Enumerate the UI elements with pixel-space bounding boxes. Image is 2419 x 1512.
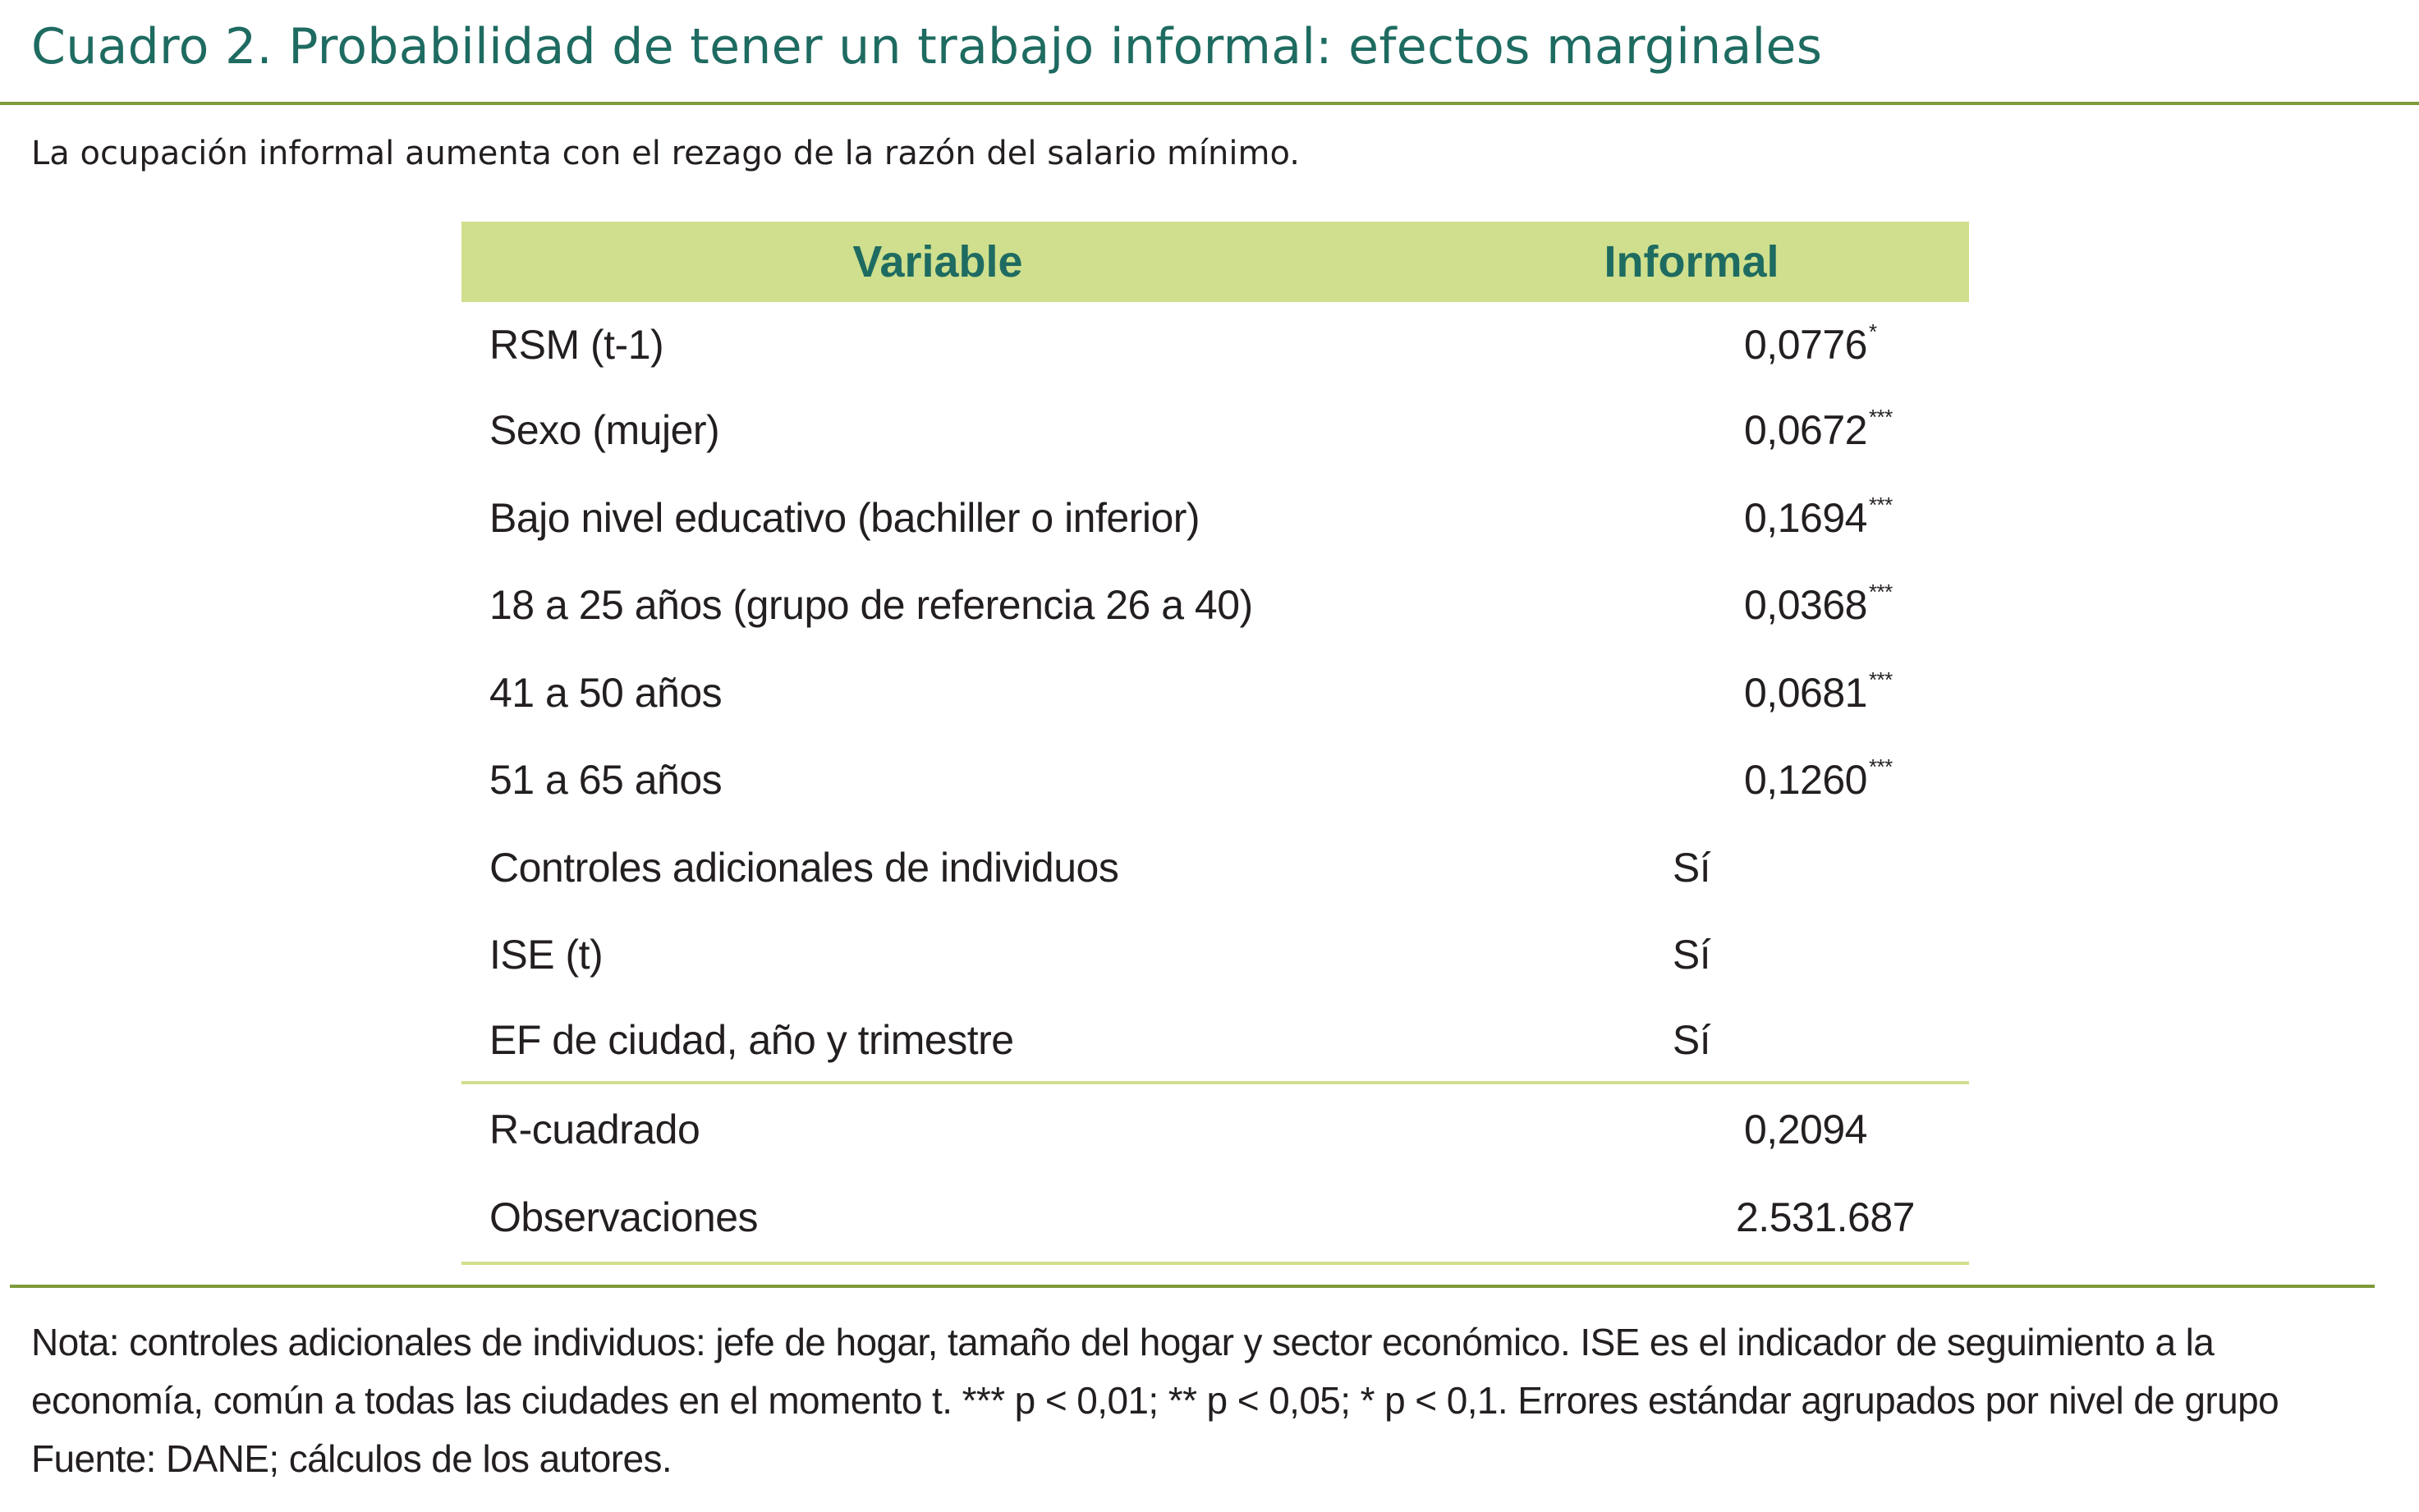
header-informal: Informal	[1604, 237, 1779, 286]
row-label: RSM (t-1)	[489, 321, 664, 368]
row-value: 0,1260***	[1744, 754, 1893, 804]
subtitle: La ocupación informal aumenta con el rezago de la razón del salario mínimo.	[31, 135, 1300, 172]
row-label: 18 a 25 años (grupo de referencia 26 a 40)	[489, 582, 1253, 629]
table-row	[461, 824, 1969, 912]
row-value: Sí	[1672, 1016, 1711, 1063]
table-row	[461, 474, 1969, 562]
table-row	[461, 649, 1969, 737]
table-row	[461, 387, 1969, 474]
row-label: EF de ciudad, año y trimestre	[489, 1016, 1014, 1063]
results-table	[461, 222, 1969, 1265]
row-value: 0,0672***	[1744, 405, 1893, 454]
table-body	[461, 302, 1969, 1081]
row-value: 0,0681***	[1744, 667, 1893, 716]
row-label: Sexo (mujer)	[489, 407, 720, 454]
significance-stars: ***	[1868, 492, 1893, 517]
table-row	[461, 911, 1969, 999]
table-row	[461, 999, 1969, 1081]
header-variable: Variable	[852, 237, 1023, 286]
table-header	[461, 222, 1969, 302]
table-row	[461, 561, 1969, 649]
row-value: 0,2094	[1744, 1106, 1867, 1152]
row-value: 0,1694***	[1744, 492, 1893, 541]
footer-divider	[10, 1285, 2375, 1288]
row-label: 41 a 50 años	[489, 669, 723, 716]
significance-stars: ***	[1868, 580, 1893, 605]
table-row	[461, 1173, 1969, 1262]
table-stats	[461, 1084, 1969, 1262]
row-label: Controles adicionales de individuos	[489, 844, 1119, 891]
row-value: 0,0368***	[1744, 580, 1893, 629]
significance-stars: ***	[1868, 667, 1893, 692]
table-note	[31, 1313, 2396, 1488]
note-line: economía, común a todas las ciudades en el momento t. *** p < 0,01; ** p < 0,05; * p < 0,1. Errores estándar agrupados por nivel de grupo	[31, 1379, 2279, 1422]
table-row	[461, 302, 1969, 387]
table-row	[461, 736, 1969, 824]
row-value: 2.531.687	[1736, 1194, 1915, 1240]
row-label: ISE (t)	[489, 932, 604, 978]
significance-stars: ***	[1868, 754, 1893, 780]
note-line: Nota: controles adicionales de individuos: jefe de hogar, tamaño del hogar y sector económico. ISE es el indicador de seguimiento a la	[31, 1321, 2215, 1363]
row-label: R-cuadrado	[489, 1106, 700, 1152]
row-label: 51 a 65 años	[489, 757, 723, 804]
row-label: Observaciones	[489, 1194, 758, 1240]
row-value: Sí	[1672, 844, 1711, 891]
source-line: Fuente: DANE; cálculos de los autores.	[31, 1437, 672, 1480]
row-value: 0,0776*	[1744, 318, 1877, 368]
title-divider	[0, 102, 2419, 105]
page-title: Cuadro 2. Probabilidad de tener un trabajo informal: efectos marginales	[31, 18, 1823, 76]
significance-stars: *	[1868, 318, 1877, 344]
table-row	[461, 1086, 1969, 1173]
row-value: Sí	[1672, 932, 1711, 978]
row-label: Bajo nivel educativo (bachiller o inferior)	[489, 494, 1200, 541]
table-bottom-rule	[461, 1262, 1969, 1265]
significance-stars: ***	[1868, 405, 1893, 430]
